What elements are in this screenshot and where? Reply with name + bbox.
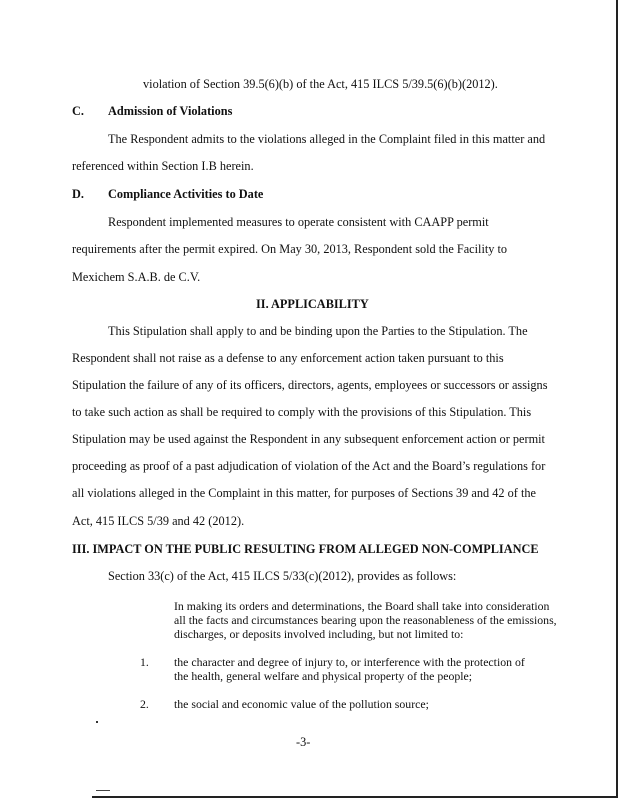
paragraph-line: The Respondent admits to the violations alleged in the Complaint filed in this matter and (108, 132, 546, 146)
list-item-line: the character and degree of injury to, or interference with the protection of (174, 655, 525, 669)
paragraph-line: proceeding as proof of a past adjudication of violation of the Act and the Board’s regulations for (72, 459, 546, 473)
list-item-line: the health, general welfare and physical property of the people; (174, 669, 473, 683)
paragraph-line: Mexichem S.A.B. de C.V. (72, 270, 201, 284)
paragraph-line: to take such action as shall be required to comply with the provisions of this Stipulation. This (72, 405, 532, 419)
paragraph-line: violation of Section 39.5(6)(b) of the Act, 415 ILCS 5/39.5(6)(b)(2012). (143, 77, 498, 91)
paragraph-line: Respondent implemented measures to operate consistent with CAAPP permit (108, 215, 489, 229)
list-item-line: the social and economic value of the pollution source; (174, 697, 429, 711)
section-d-letter: D. (72, 187, 84, 201)
section-c-letter: C. (72, 104, 84, 118)
quote-line: In making its orders and determinations, the Board shall take into consideration (174, 599, 550, 613)
page-number: -3- (296, 735, 311, 749)
scan-mark (96, 790, 110, 791)
paragraph-line: Act, 415 ILCS 5/39 and 42 (2012). (72, 514, 245, 528)
paragraph-line: Section 33(c) of the Act, 415 ILCS 5/33(c)(2012), provides as follows: (108, 569, 457, 583)
quote-line: discharges, or deposits involved including, but not limited to: (174, 627, 464, 641)
scan-border-bottom (92, 796, 618, 798)
paragraph-line: Stipulation the failure of any of its officers, directors, agents, employees or successors or assigns (72, 378, 548, 392)
paragraph-line: all violations alleged in the Complaint in this matter, for purposes of Sections 39 and 42 of the (72, 486, 536, 500)
scan-border-right (616, 0, 618, 798)
scan-speck (96, 721, 98, 723)
paragraph-line: This Stipulation shall apply to and be binding upon the Parties to the Stipulation. The (108, 324, 528, 338)
paragraph-line: requirements after the permit expired. On May 30, 2013, Respondent sold the Facility to (72, 242, 508, 256)
section-ii-heading: II. APPLICABILITY (256, 297, 369, 311)
paragraph-line: Respondent shall not raise as a defense to any enforcement action taken pursuant to this (72, 351, 504, 365)
section-d-heading: Compliance Activities to Date (108, 187, 264, 201)
paragraph-line: Stipulation may be used against the Respondent in any subsequent enforcement action or permit (72, 432, 545, 446)
section-c-heading: Admission of Violations (108, 104, 233, 118)
list-item-number: 2. (140, 697, 149, 711)
section-iii-heading: III. IMPACT ON THE PUBLIC RESULTING FROM ALLEGED NON-COMPLIANCE (72, 542, 539, 556)
quote-line: all the facts and circumstances bearing upon the reasonableness of the emissions, (174, 613, 557, 627)
paragraph-line: referenced within Section I.B herein. (72, 159, 254, 173)
list-item-number: 1. (140, 655, 149, 669)
